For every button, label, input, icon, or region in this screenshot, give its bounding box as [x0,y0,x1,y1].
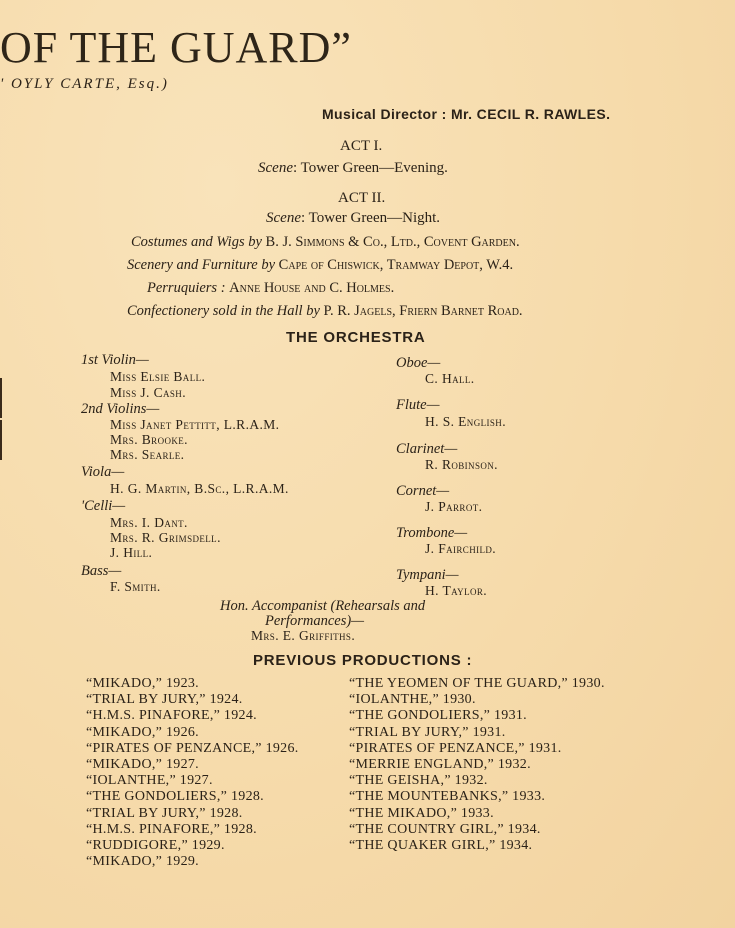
player-name: F. Smith. [110,579,161,594]
page-subtitle: ' OYLY CARTE, Esq.) [0,76,169,92]
musical-director: Musical Director : Mr. CECIL R. RAWLES. [322,106,611,122]
list-item: “MIKADO,” 1923. [86,676,199,691]
player-name: J. Parrot. [425,499,483,514]
instrument-label: 'Celli— [81,498,126,514]
instrument-label: Viola— [81,464,125,480]
player-name: H. S. English. [425,414,506,429]
list-item: “THE MOUNTEBANKS,” 1933. [349,789,546,805]
list-item: “TRIAL BY JURY,” 1931. [349,724,506,740]
player-name: C. Hall. [425,371,475,386]
credit-confectionery [127,303,523,320]
credit-costumes [131,234,520,251]
instrument-label: Bass— [81,563,122,579]
list-item: “MIKADO,” 1926. [86,724,199,740]
player-name: R. Robinson. [425,457,498,472]
player-name: J. Hill. [110,545,153,560]
list-item: “MERRIE ENGLAND,” 1932. [349,757,531,773]
instrument-label: Trombone— [396,525,468,541]
credit-perruquiers [147,280,394,297]
act-2-scene [266,210,440,227]
accompanist-name: Mrs. E. Griffiths. [251,628,356,643]
scene-label: Scene [258,160,293,176]
player-name: Miss Elsie Ball. [110,369,206,384]
list-item: “THE GONDOLIERS,” 1928. [86,789,264,805]
list-item: “MIKADO,” 1929. [86,854,199,870]
credit-name: Cape of Chiswick, Tramway Depot, W.4. [278,257,514,273]
list-item: “THE QUAKER GIRL,” 1934. [349,838,533,854]
list-item: “IOLANTHE,” 1930. [349,692,476,708]
list-item: “H.M.S. PINAFORE,” 1924. [86,708,257,724]
list-item: “PIRATES OF PENZANCE,” 1926. [86,740,299,756]
instrument-label: Cornet— [396,483,450,499]
list-item: “IOLANTHE,” 1927. [86,773,213,789]
player-name: Mrs. Brooke. [110,432,188,447]
previous-heading: PREVIOUS PRODUCTIONS : [253,652,473,669]
instrument-label: Flute— [396,397,440,413]
orchestra-heading: THE ORCHESTRA [286,329,426,346]
list-item: “H.M.S. PINAFORE,” 1928. [86,821,257,837]
credit-name: P. R. Jagels, Friern Barnet Road. [323,303,523,319]
player-name: Miss Janet Pettitt, L.R.A.M. [110,417,280,432]
page-edge-mark [0,378,2,418]
act-1-label: ACT I. [340,138,383,154]
previous-left-list [86,676,299,870]
player-name: Miss J. Cash. [110,385,186,400]
instrument-label: 2nd Violins— [81,401,160,417]
list-item: “TRIAL BY JURY,” 1924. [86,692,243,708]
act-1-scene [258,160,448,177]
list-item: “THE COUNTRY GIRL,” 1934. [349,821,541,837]
list-item: “RUDDIGORE,” 1929. [86,838,225,854]
player-name: J. Fairchild. [425,541,497,556]
page-title: OF THE GUARD” [0,23,352,72]
list-item: “THE GONDOLIERS,” 1931. [349,708,527,724]
list-item: “THE GEISHA,” 1932. [349,773,488,789]
instrument-label: 1st Violin— [81,352,149,368]
act-2-label: ACT II. [338,190,386,206]
player-name: Mrs. I. Dant. [110,515,188,530]
credit-role: Scenery and Furniture by [127,257,276,273]
player-name: H. G. Martin, B.Sc., L.R.A.M. [110,481,289,496]
player-name: Mrs. R. Grimsdell. [110,530,221,545]
credit-role: Perruquiers : [147,280,226,296]
player-name: H. Taylor. [425,583,488,598]
accompanist-role: Hon. Accompanist (Rehearsals and [220,598,426,614]
credit-scenery [127,257,513,274]
instrument-label: Oboe— [396,355,441,371]
accompanist-role-cont: Performances)— [265,613,365,629]
list-item: “TRIAL BY JURY,” 1928. [86,805,243,821]
list-item: “THE MIKADO,” 1933. [349,805,494,821]
instrument-label: Tympani— [396,567,459,583]
credit-role: Confectionery sold in the Hall by [127,303,320,319]
credit-name: B. J. Simmons & Co., Ltd., Covent Garden. [265,234,520,250]
scene-value: : Tower Green—Evening. [292,160,448,176]
previous-right-list [349,676,605,854]
credit-role: Costumes and Wigs by [131,234,262,250]
scene-value: : Tower Green—Night. [300,210,441,226]
page-edge-mark [0,420,2,460]
list-item: “PIRATES OF PENZANCE,” 1931. [349,740,562,756]
credit-name: Anne House and C. Holmes. [229,280,395,296]
scene-label: Scene [266,210,301,226]
player-name: Mrs. Searle. [110,447,185,462]
list-item: “THE YEOMEN OF THE GUARD,” 1930. [349,676,605,691]
instrument-label: Clarinet— [396,441,458,457]
list-item: “MIKADO,” 1927. [86,757,199,773]
